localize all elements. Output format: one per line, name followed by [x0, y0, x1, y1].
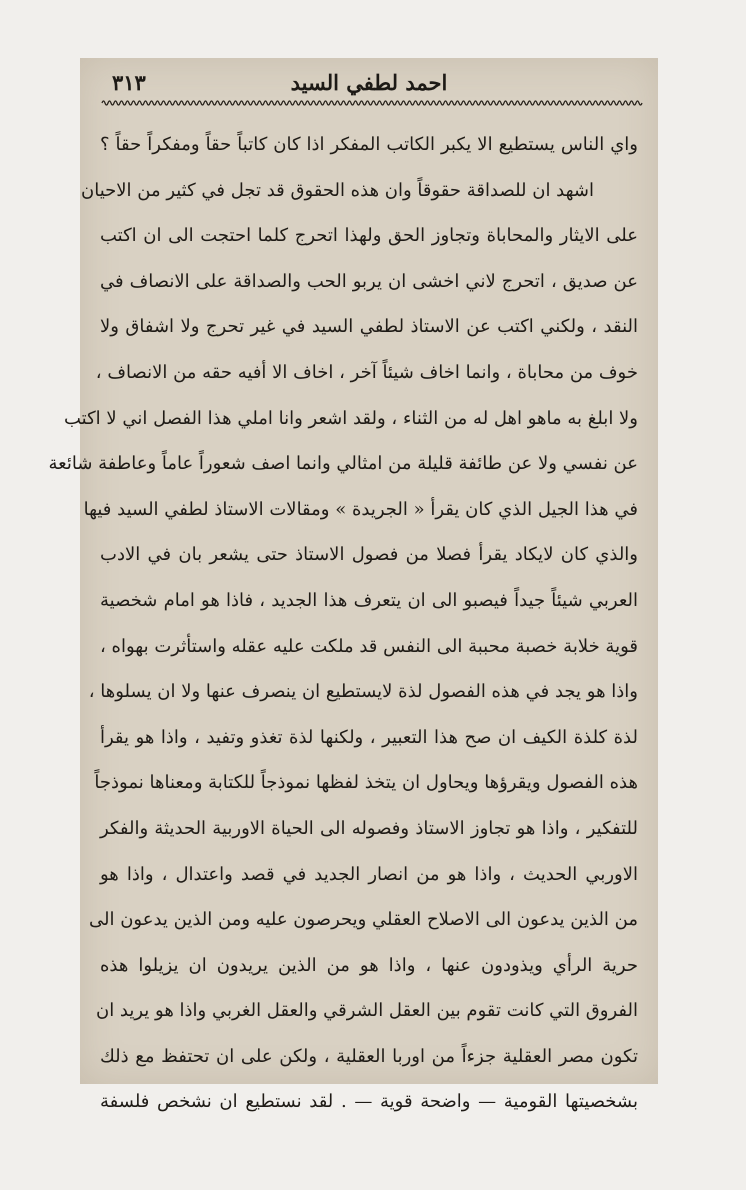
text-line: قوية خلابة خصبة محببة الى النفس قد ملكت عليه عقله واستأثرت بهواه ، — [100, 635, 638, 657]
text-line: اشهد ان للصداقة حقوقاً وان هذه الحقوق قد تجل في كثير من الاحيان — [81, 179, 594, 201]
decorative-wavy-rule — [102, 98, 640, 108]
text-line: بشخصيتها القومية — واضحة قوية — . لقد نستطيع ان نشخص فلسفة — [100, 1091, 638, 1113]
page-number: ٣١٣ — [112, 70, 146, 95]
text-line: والذي كان لايكاد يقرأ فصلا من فصول الاستاذ حتى يشعر بان في الادب — [100, 544, 638, 566]
text-line: واي الناس يستطيع الا يكبر الكاتب المفكر اذا كان كاتباً حقاً ومفكراً حقاً ؟ — [100, 134, 638, 155]
text-line: على الايثار والمحاباة وتجاوز الحق ولهذا اتحرج كلما احتجت الى ان اكتب — [100, 225, 638, 247]
text-line: خوف من محاباة ، وانما اخاف شيئاً آخر ، اخاف الا أفيه حقه من الانصاف ، — [95, 361, 638, 383]
text-line: عن صديق ، اتحرج لاني اخشى ان يربو الحب والصداقة على الانصاف في — [100, 270, 638, 292]
text-line: تكون مصر العقلية جزءاً من اوربا العقلية ، ولكن على ان تحتفظ مع ذلك — [100, 1045, 638, 1067]
text-line: في هذا الجيل الذي كان يقرأ « الجريدة » ومقالات الاستاذ لطفي السيد فيها — [83, 498, 638, 520]
text-line: العربي شيئاً جيداً فيصبو الى ان يتعرف هذا الجديد ، فاذا هو امام شخصية — [100, 589, 638, 611]
body-text — [48, 122, 638, 1125]
text-line: للتفكير ، واذا هو تجاوز الاستاذ وفصوله الى الحياة الاوربية الحديثة والفكر — [100, 817, 638, 839]
text-line: من الذين يدعون الى الاصلاح العقلي ويحرصون عليه ومن الذين يدعون الى — [89, 909, 638, 931]
text-line: ولا ابلغ به ماهو اهل له من الثناء ، ولقد اشعر وانا املي هذا الفصل اني لا اكتب — [63, 407, 638, 429]
text-line: حرية الرأي ويذودون عنها ، واذا هو من الذين يريدون ان يزيلوا هذه — [100, 954, 638, 976]
text-line: عن نفسي ولا عن طائفة قليلة من امثالي وانما اصف شعوراً عاماً وعاطفة شائعة — [48, 453, 638, 475]
text-line: واذا هو يجد في هذه الفصول لذة لايستطيع ان ينصرف عنها ولا ان يسلوها ، — [88, 681, 638, 703]
text-line: هذه الفصول ويقرؤها ويحاول ان يتخذ لفظها نموذجاً للكتابة ومعناها نموذجاً — [94, 772, 638, 794]
book-page — [48, 58, 658, 1113]
running-title: احمد لطفي السيد — [290, 70, 448, 95]
text-line: لذة كلذة الكيف ان صح هذا التعبير ، ولكنها لذة تغذو وتفيد ، واذا هو يقرأ — [100, 726, 638, 748]
text-line: الاوربي الحديث ، واذا هو من انصار الجديد في قصد واعتدال ، واذا هو — [100, 863, 638, 885]
text-line: النقد ، ولكني اكتب عن الاستاذ لطفي السيد في غير تحرج ولا اشفاق ولا — [100, 316, 638, 338]
text-line: الفروق التي كانت تقوم بين العقل الشرقي والعقل الغربي واذا هو يريد ان — [95, 1000, 638, 1022]
wavy-line-ornament — [102, 98, 640, 108]
